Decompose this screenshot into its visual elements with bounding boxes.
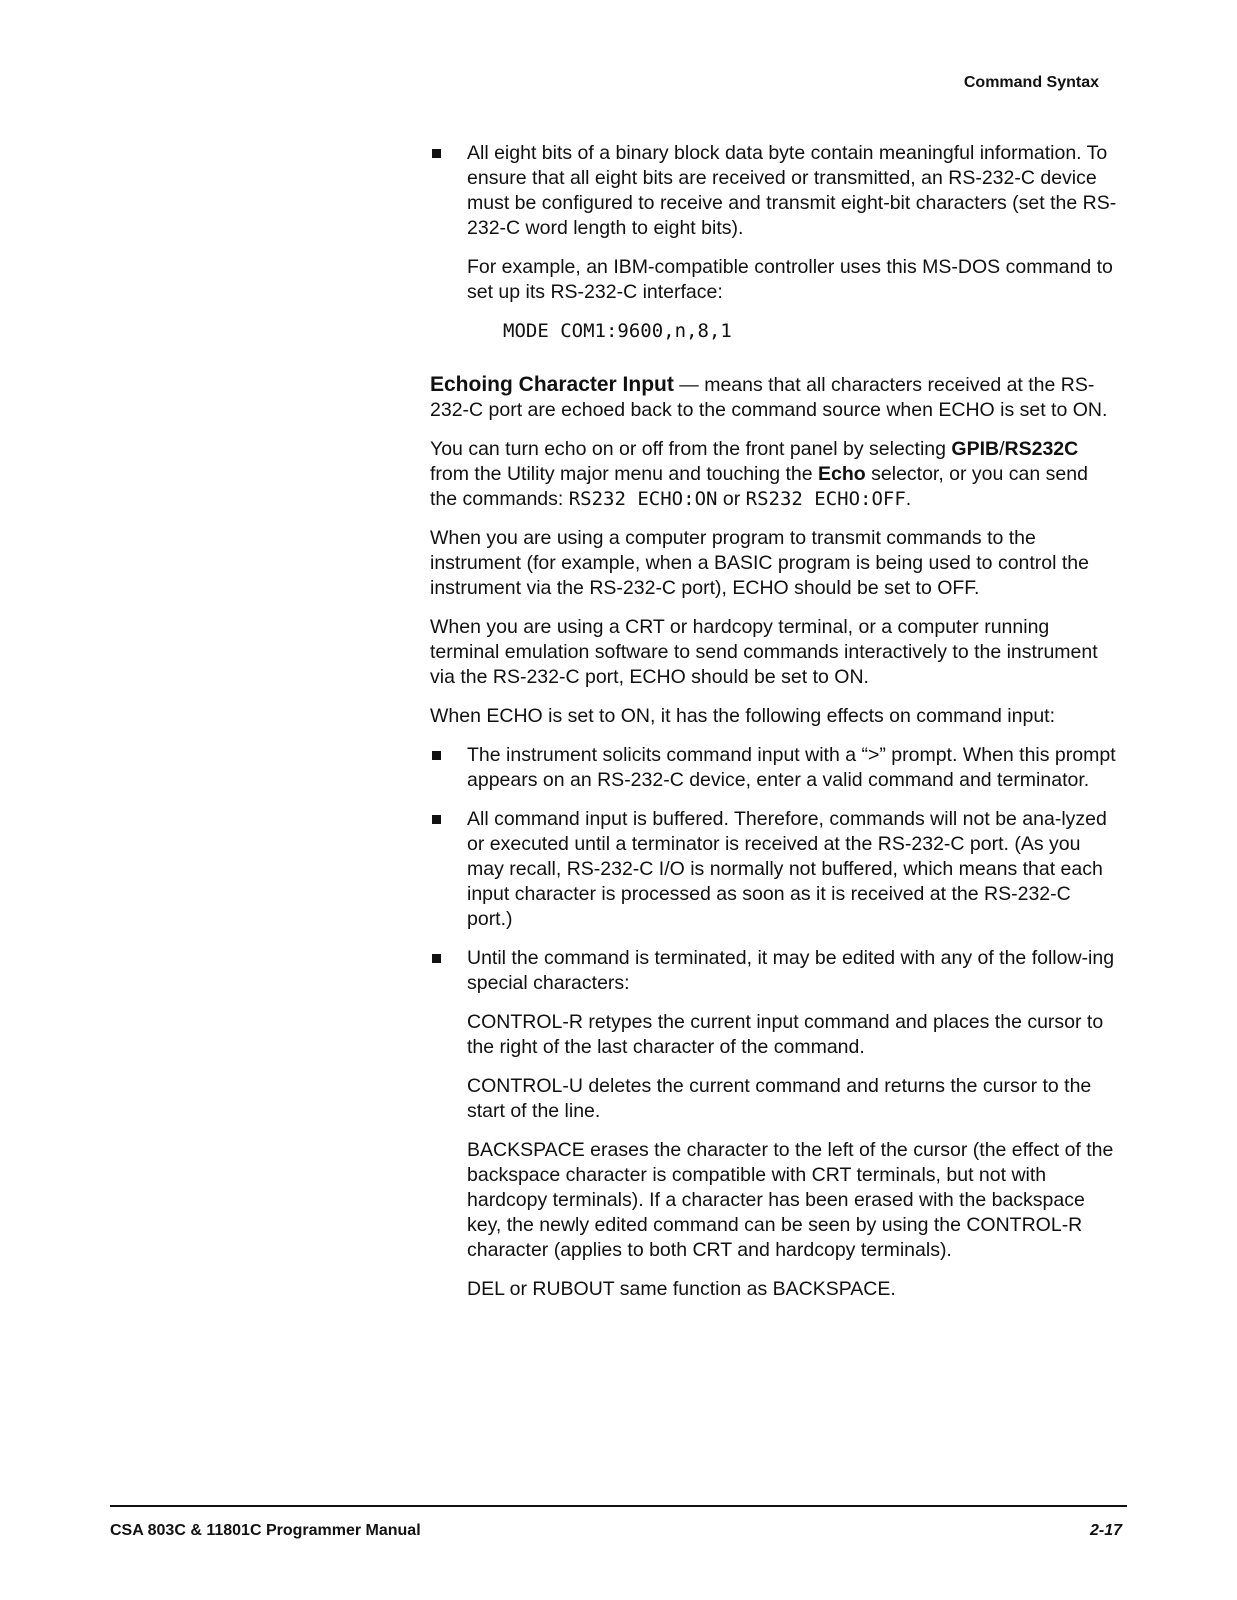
- mode-command-code: MODE COM1:9600,n,8,1: [503, 320, 732, 342]
- bullet-square-icon: [432, 954, 441, 963]
- bullet-square-icon: [432, 815, 441, 824]
- section-title: Echoing Character Input: [430, 373, 674, 396]
- control-r-description: CONTROL-R retypes the current input command and places the cursor to the right of the last character of the command.: [467, 1011, 1104, 1058]
- bullet-effect-editing: Until the command is terminated, it may be edited with any of the follow-ing special characters:: [430, 946, 1120, 996]
- echo-on-command: RS232 ECHO:ON: [568, 488, 718, 510]
- echo-intro-paragraph: Echoing Character Input — means that all characters received at the RS-232-C port are echoed back to the command source when ECHO is set to ON.: [430, 373, 1108, 421]
- bullet-text: All eight bits of a binary block data byte contain meaningful information. To ensure that all eight bits are received or transmitted, an RS-232-C device must be configured to receive and transmit eight-bit characters (set the RS-232-C word length to eight bits).: [467, 142, 1117, 239]
- echo-on-paragraph: When you are using a CRT or hardcopy terminal, or a computer running terminal emulation software to send commands interactively to the instrument via the RS-232-C port, ECHO should be set to ON.: [430, 616, 1098, 688]
- bullet-effect-prompt: The instrument solicits command input with a “>” prompt. When this prompt appears on an RS-232-C device, enter a valid command and terminator.: [430, 743, 1120, 793]
- backspace-description: BACKSPACE erases the character to the left of the cursor (the effect of the backspace character is compatible with CRT terminals, but not with hardcopy terminals). If a character has been erased with the backspace key, the newly edited command can be seen by using the CONTROL-R character (applies to both CRT and hardcopy terminals).: [467, 1139, 1114, 1261]
- page-number: 2-17: [1089, 1522, 1122, 1539]
- bullet-square-icon: [432, 149, 441, 158]
- example-paragraph: For example, an IBM-compatible controller uses this MS-DOS command to set up its RS-232-C interface:: [467, 256, 1113, 303]
- bullet-square-icon: [432, 751, 441, 760]
- page-content: [430, 141, 1120, 1316]
- footer-manual-title: CSA 803C & 11801C Programmer Manual: [110, 1522, 421, 1539]
- echo-front-panel-paragraph: You can turn echo on or off from the front panel by selecting GPIB/RS232C from the Utility major menu and touching the Echo selector, or you can send the commands: RS232 ECHO:ON or RS232 ECHO:OFF.: [430, 438, 1088, 510]
- del-rubout-description: DEL or RUBOUT same function as BACKSPACE.: [467, 1278, 896, 1300]
- echo-off-paragraph: When you are using a computer program to transmit commands to the instrument (for example, when a BASIC program is being used to control the instrument via the RS-232-C port), ECHO should be set to OFF.: [430, 527, 1089, 599]
- echo-effects-intro: When ECHO is set to ON, it has the following effects on command input:: [430, 705, 1056, 727]
- control-u-description: CONTROL-U deletes the current command and returns the cursor to the start of the line.: [467, 1075, 1092, 1122]
- footer-rule: [110, 1505, 1127, 1507]
- running-header: Command Syntax: [963, 74, 1099, 91]
- echo-off-command: RS232 ECHO:OFF: [745, 488, 906, 510]
- bullet-binary-bits: [430, 141, 1120, 241]
- bullet-effect-buffered: All command input is buffered. Therefore, commands will not be ana-lyzed or executed until a terminator is received at the RS-232-C port. (As you may recall, RS-232-C I/O is normally not buffered, which means that each input character is processed as soon as it is received at the RS-232-C port.): [430, 807, 1120, 932]
